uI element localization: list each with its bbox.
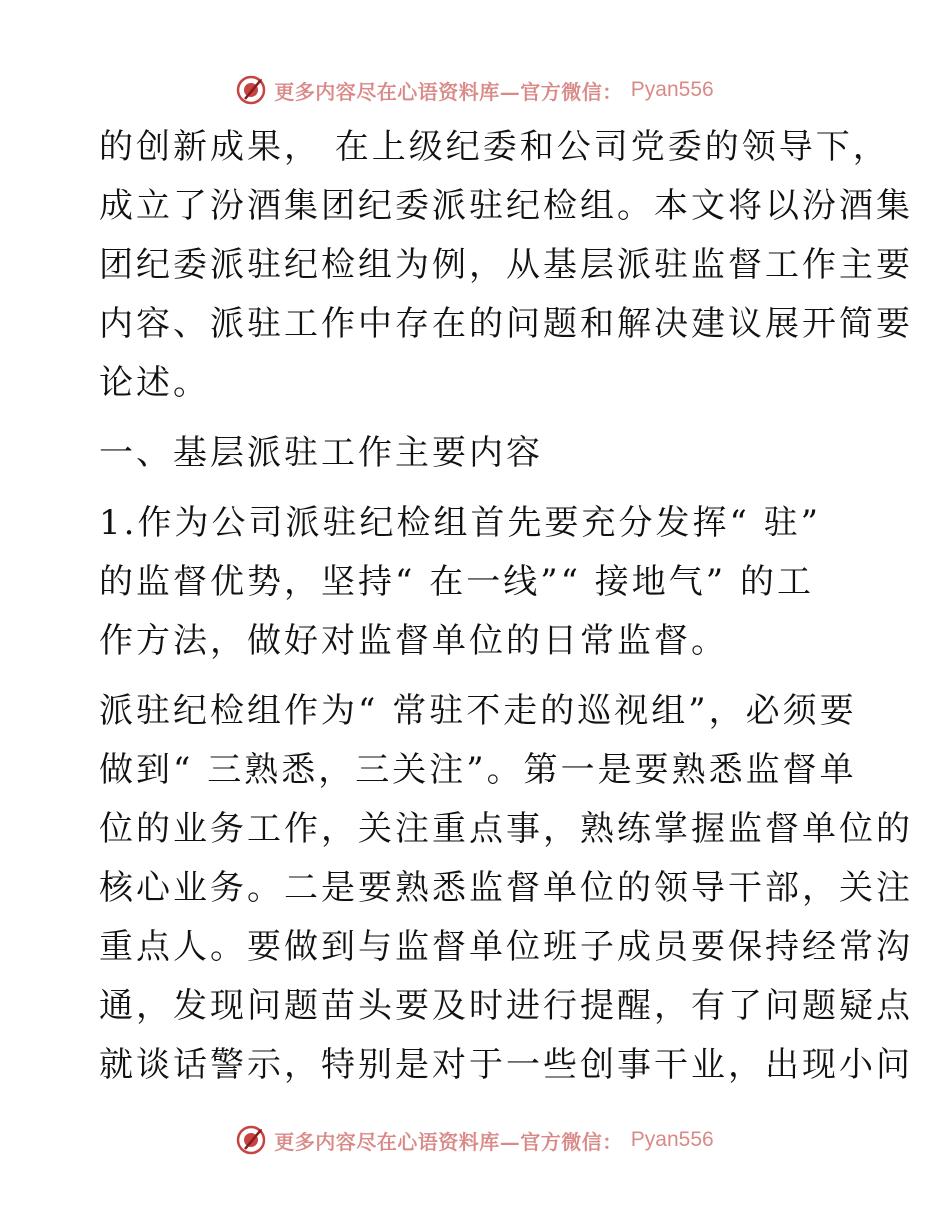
paragraph-line: 成立了汾酒集团纪委派驻纪检组。本文将以汾酒集 bbox=[99, 186, 913, 226]
paragraph-line: 做到“ 三熟悉，三关注”。第一是要熟悉监督单 bbox=[99, 750, 857, 790]
header-wechat-id: Pyan556 bbox=[630, 78, 714, 101]
paragraph-line: 的创新成果， 在上级纪委和公司党委的领导下， bbox=[99, 127, 890, 167]
quill-logo-icon bbox=[236, 75, 266, 105]
paragraph-line: 团纪委派驻纪检组为例，从基层派驻监督工作主要 bbox=[99, 245, 913, 285]
footer-watermark-text: 更多内容尽在心语资料库—官方微信： bbox=[274, 1129, 623, 1154]
paragraph-line: 通，发现问题苗头要及时进行提醒，有了问题疑点 bbox=[99, 986, 913, 1026]
paragraph-line: 就谈话警示，特别是对于一些创事干业，出现小问 bbox=[99, 1045, 913, 1085]
paragraph-line: 内容、派驻工作中存在的问题和解决建议展开简要 bbox=[99, 304, 913, 344]
section-heading: 一、基层派驻工作主要内容 bbox=[99, 433, 543, 473]
paragraph-line: 核心业务。二是要熟悉监督单位的领导干部，关注 bbox=[99, 868, 913, 908]
quill-logo-icon bbox=[236, 1125, 266, 1155]
header-watermark bbox=[0, 70, 950, 110]
paragraph-line: 1.作为公司派驻纪检组首先要充分发挥“ 驻” bbox=[99, 503, 822, 543]
paragraph-line: 作方法，做好对监督单位的日常监督。 bbox=[99, 621, 728, 661]
document-body bbox=[99, 118, 913, 1095]
header-watermark-text: 更多内容尽在心语资料库—官方微信： bbox=[274, 79, 623, 104]
paragraph-line: 论述。 bbox=[99, 363, 210, 403]
paragraph-line: 派驻纪检组作为“ 常驻不走的巡视组”，必须要 bbox=[99, 691, 857, 731]
paragraph-line: 重点人。要做到与监督单位班子成员要保持经常沟 bbox=[99, 927, 913, 967]
footer-wechat-id: Pyan556 bbox=[630, 1128, 714, 1151]
paragraph-line: 的监督优势，坚持“ 在一线”“ 接地气” 的工 bbox=[99, 562, 814, 602]
paragraph-line: 位的业务工作，关注重点事，熟练掌握监督单位的 bbox=[99, 809, 913, 849]
footer-watermark bbox=[0, 1120, 950, 1160]
